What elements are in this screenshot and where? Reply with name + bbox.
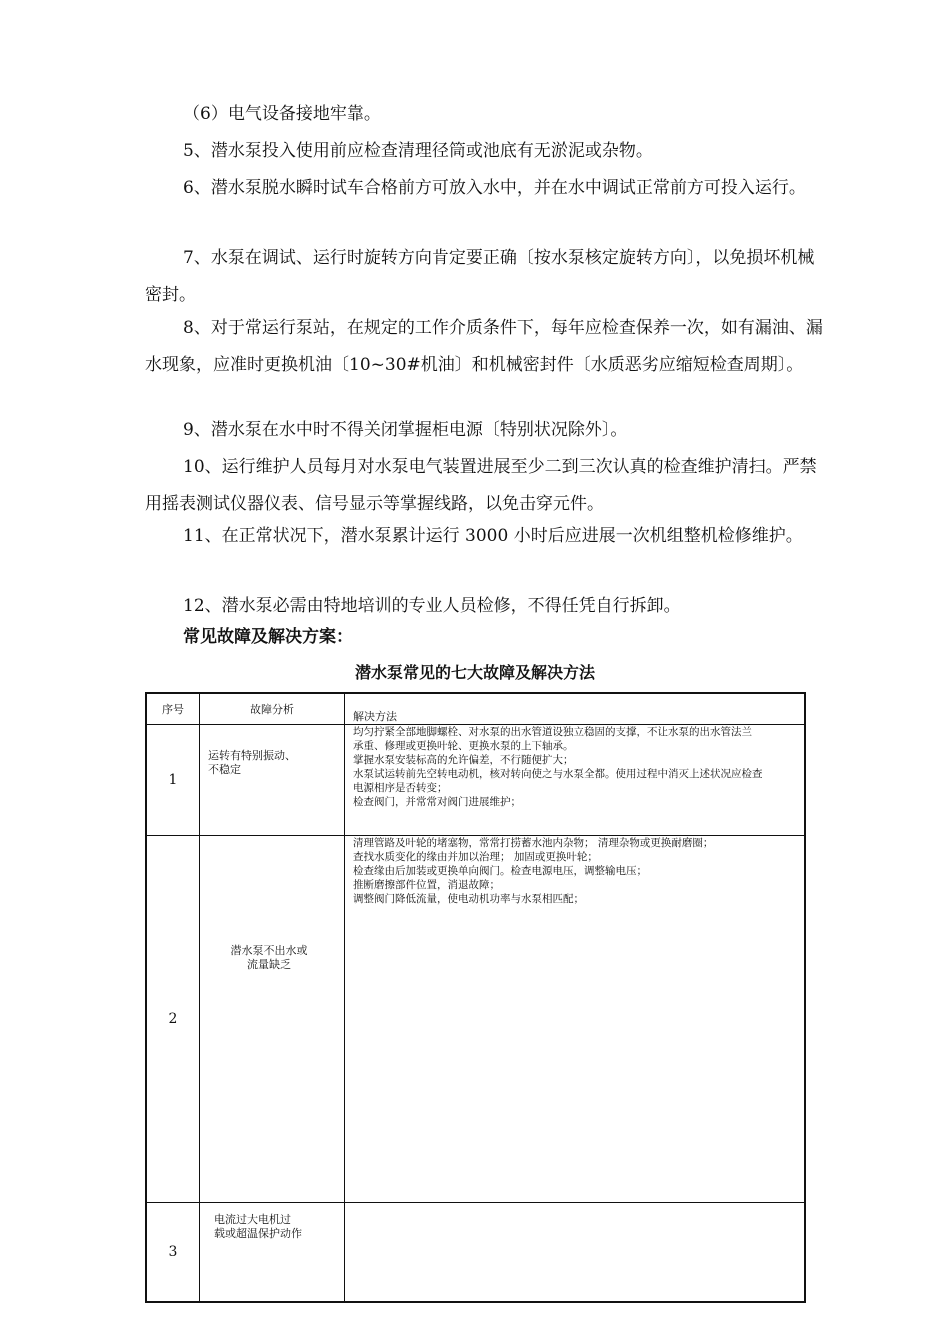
- fault-table: [145, 692, 806, 1303]
- solution-cell: [345, 836, 806, 1203]
- paragraph-item-9: 9、潜水泵在水中时不得关闭掌握柜电源〔特别状况除外〕。: [183, 420, 628, 440]
- row-number: 1: [146, 725, 200, 836]
- row-number: 3: [146, 1203, 200, 1303]
- solution-cell: [345, 1203, 806, 1303]
- solution-line: 水泵试运转前先空转电动机，核对转向使之与水泵全都。使用过程中消灭上述状况应检查: [353, 768, 763, 780]
- solution-cell: [345, 725, 806, 836]
- fault-line: 不稳定: [208, 763, 241, 776]
- solution-line: 检查阀门，并常常对阀门进展维护；: [353, 796, 521, 808]
- paragraph-item-6b: 6、潜水泵脱水瞬时试车合格前方可放入水中，并在水中调试正常前方可投入运行。: [183, 178, 806, 198]
- row-number: 2: [146, 836, 200, 1203]
- paragraph-item-12: 12、潜水泵必需由特地培训的专业人员检修，不得任凭自行拆卸。: [183, 596, 681, 616]
- fault-line: 载或超温保护动作: [214, 1227, 302, 1240]
- table-row: [146, 725, 805, 836]
- header-fault: 故障分析: [200, 693, 345, 725]
- paragraph-item-5: 5、潜水泵投入使用前应检查清理径筒或池底有无淤泥或杂物。: [183, 141, 653, 161]
- paragraph-item-6: （6）电气设备接地牢靠。: [183, 104, 381, 124]
- paragraph-item-11: 11、在正常状况下，潜水泵累计运行 3000 小时后应进展一次机组整机检修维护。: [183, 526, 803, 546]
- fault-line: 运转有特别振动、: [208, 749, 296, 762]
- fault-cell: [200, 1203, 345, 1303]
- table-title: 潜水泵常见的七大故障及解决方法: [354, 663, 595, 682]
- section-heading: 常见故障及解决方案：: [183, 627, 353, 647]
- table-row: [146, 836, 805, 1203]
- paragraph-item-7: 7、水泵在调试、运行时旋转方向肯定要正确〔按水泵核定旋转方向〕，以免损坏机械密封。: [145, 248, 815, 305]
- fault-line: 潜水泵不出水或: [230, 944, 308, 957]
- solution-line: 推断磨擦部件位置，消退故障；: [353, 879, 500, 891]
- paragraph-item-8: 8、对于常运行泵站，在规定的工作介质条件下，每年应检查保养一次，如有漏油、漏水现象，应准时更换机油〔10~30#机油〕和机械密封件〔水质恶劣应缩短检查周期〕。: [145, 318, 823, 375]
- paragraph-item-10: 10、运行维护人员每月对水泵电气装置进展至少二到三次认真的检查维护清扫。严禁用摇表测试仪器仪表、信号显示等掌握线路，以免击穿元件。: [145, 457, 817, 514]
- fault-line: 流量缺乏: [247, 958, 291, 971]
- solution-line: 查找水质变化的缘由并加以治理； 加固或更换叶轮；: [353, 851, 598, 863]
- solution-line: 承重、修理或更换叶轮、更换水泵的上下轴承。: [353, 740, 574, 752]
- solution-line: 均匀拧紧全部地脚螺栓、对水泵的出水管道设独立稳固的支撑，不让水泵的出水管法兰: [353, 726, 752, 738]
- solution-line: 检查缘由后加装或更换单向阀门。检查电源电压，调整输电压；: [353, 865, 647, 877]
- fault-line: 电流过大电机过: [214, 1213, 291, 1226]
- fault-cell: [200, 836, 345, 1203]
- fault-cell: [200, 725, 345, 836]
- header-solution: 解决方法: [345, 693, 806, 725]
- solution-line: 电源相序是否转变；: [353, 782, 448, 794]
- table-header-row: [146, 693, 805, 725]
- header-num: 序号: [146, 693, 200, 725]
- table-row: [146, 1203, 805, 1303]
- solution-line: 调整阀门降低流量，使电动机功率与水泵相匹配；: [353, 893, 584, 905]
- solution-line: 清理管路及叶轮的堵塞物，常常打捞蓄水池内杂物； 清理杂物或更换耐磨圈；: [353, 837, 714, 849]
- solution-line: 掌握水泵安装标高的允许偏差，不行随便扩大；: [353, 754, 574, 766]
